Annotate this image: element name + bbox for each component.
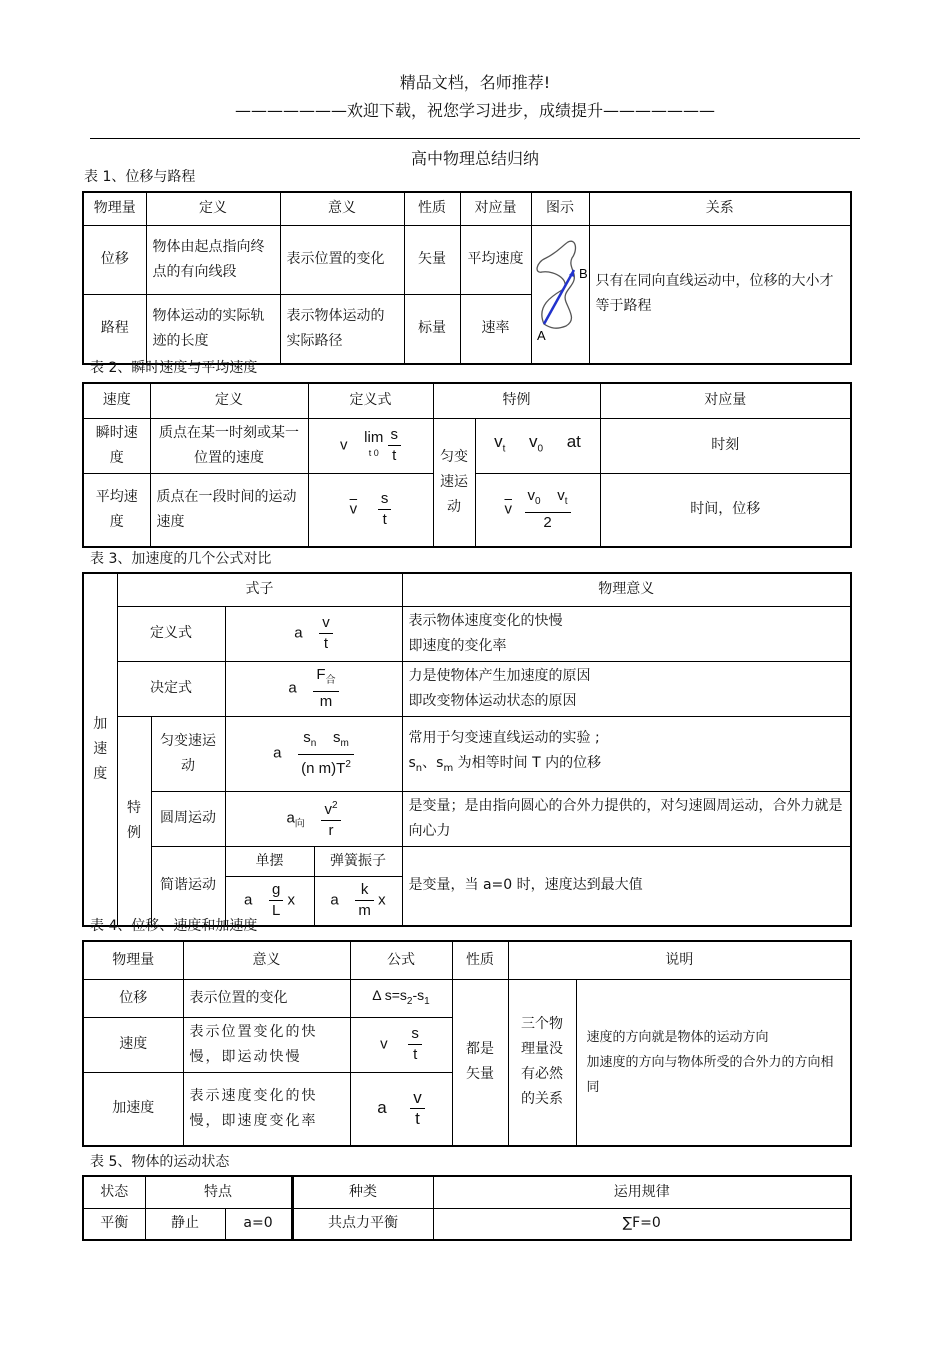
t1-cell: 表示物体运动的实际路径: [280, 294, 404, 363]
t1-header: 性质: [404, 192, 460, 225]
t3-cell: 单摆: [225, 846, 314, 876]
displacement-formula: Δ $s=s_2-s_1$: [350, 979, 452, 1017]
t4-cell: 加速度: [83, 1072, 183, 1146]
table5-caption: 表 5、物体的运动状态: [90, 1154, 230, 1170]
uniform-velocity-formula: $v_t$ $v_0$ at: [475, 418, 600, 473]
t2-header: 特例: [433, 383, 600, 418]
t3-header: 物理意义: [402, 573, 851, 606]
t4-header: 说明: [508, 941, 851, 979]
t2-header: 定义式: [308, 383, 433, 418]
t3-meaning: 常用于匀变速直线运动的实验 ; $s_n$、$s_m$ 为相等时间 T 内的位移: [402, 716, 851, 791]
header-divider: [90, 138, 860, 139]
acc-circular-formula: $a_向$ $\frac{v^2}{r}$: [225, 791, 402, 846]
t2-special-label: 匀变速运动: [433, 418, 475, 547]
t4-header: 公式: [350, 941, 452, 979]
t2-header: 速度: [83, 383, 150, 418]
t1-cell: 物体运动的实际轨迹的长度: [146, 294, 280, 363]
t4-cell: 速度: [83, 1017, 183, 1072]
acc-definition-formula: a $\frac{v}{t}$: [225, 606, 402, 661]
t2-cell: 质点在某一时刻或某一位置的速度: [150, 418, 308, 473]
t1-cell: 路程: [83, 294, 146, 363]
t4-cell: 表示位置变化的快慢，即运动快慢: [183, 1017, 350, 1072]
displacement-arrow: [544, 270, 574, 324]
header-line-2: ———————欢迎下载，祝您学习进步，成绩提升———————: [234, 101, 715, 120]
t4-header: 意义: [183, 941, 350, 979]
t1-cell: 位移: [83, 225, 146, 294]
t1-cell: 标量: [404, 294, 460, 363]
point-b-label: B: [578, 265, 588, 281]
acc-determination-formula: a $\frac{F_合}{m}$: [225, 661, 402, 716]
t3-cell: 匀变速运动: [151, 716, 225, 791]
t3-header: 式子: [117, 573, 402, 606]
page-title: 高中物理总结归纳: [410, 149, 539, 168]
header-line-1: 精品文档，名师推荐!: [399, 73, 551, 92]
t1-header: 关系: [589, 192, 851, 225]
table4-caption: 表 4、位移、速度和加速度: [90, 918, 258, 934]
t1-cell: 矢量: [404, 225, 460, 294]
t2-cell: 瞬时速度: [83, 418, 150, 473]
table3-caption: 表 3、加速度的几个公式对比: [90, 551, 272, 567]
t3-special-label: 特例: [117, 716, 151, 926]
point-a-label: A: [536, 327, 546, 343]
t3-cell: 简谐运动: [151, 846, 225, 926]
t5-header: 种类: [292, 1176, 433, 1208]
t1-relation: 只有在同向直线运动中，位移的大小才等于路程: [589, 225, 851, 364]
t1-figure-cell: [531, 225, 589, 364]
t4-cell: 表示速度变化的快慢，即速度变化率: [183, 1072, 350, 1146]
average-velocity-formula: $\overline{v}$ $\frac{s}{t}$: [308, 473, 433, 547]
t4-cell: 表示位置的变化: [183, 979, 350, 1017]
t5-cell: 静止: [145, 1208, 225, 1240]
acceleration-formula: a $\frac{v}{t}$: [350, 1072, 452, 1146]
t5-header: 特点: [145, 1176, 292, 1208]
t2-cell: 时刻: [600, 418, 851, 473]
trajectory-figure: [532, 226, 590, 354]
velocity-formula: v $\frac{s}{t}$: [350, 1017, 452, 1072]
t1-cell: 速率: [460, 294, 531, 363]
table-velocity: [82, 382, 852, 548]
t1-header: 定义: [146, 192, 280, 225]
table-kinematics: [82, 940, 852, 1147]
t1-header: 意义: [280, 192, 404, 225]
t3-meaning: 力是使物体产生加速度的原因 即改变物体运动状态的原因: [402, 661, 851, 716]
t4-header: 物理量: [83, 941, 183, 979]
table-acceleration: [82, 572, 852, 927]
t4-note-2: 速度的方向就是物体的运动方向 加速度的方向与物体所受的合外力的方向相同: [576, 979, 851, 1146]
t1-cell: 表示位置的变化: [280, 225, 404, 294]
instant-velocity-formula: v lim t 0 $\frac{s}{t}$: [308, 418, 433, 473]
t4-note-1: 三个物理量没有必然的关系: [508, 979, 576, 1146]
t1-cell: 物体由起点指向终点的有向线段: [146, 225, 280, 294]
table1-caption: 表 1、位移与路程: [84, 169, 196, 185]
t2-cell: 平均速度: [83, 473, 150, 547]
t1-cell: 平均速度: [460, 225, 531, 294]
t3-meaning: 是变量；是由指向圆心的合外力提供的，对匀速圆周运动，合外力就是向心力: [402, 791, 851, 846]
t5-cell: a=0: [225, 1208, 292, 1240]
t5-header: 运用规律: [433, 1176, 851, 1208]
t5-cell: 平衡: [83, 1208, 145, 1240]
t2-header: 定义: [150, 383, 308, 418]
t1-header: 图示: [531, 192, 589, 225]
t3-meaning: 是变量，当 a=0 时，速度达到最大值: [402, 846, 851, 926]
t3-cell: 弹簧振子: [314, 846, 402, 876]
table-displacement-distance: [82, 191, 852, 365]
t4-cell: 位移: [83, 979, 183, 1017]
t3-cell: 决定式: [117, 661, 225, 716]
pendulum-formula: a $\frac{g}{L}$ x: [225, 876, 314, 926]
t3-cell: 圆周运动: [151, 791, 225, 846]
t3-side-label: 加速度: [83, 573, 117, 926]
t5-cell: 共点力平衡: [292, 1208, 433, 1240]
t3-meaning: 表示物体速度变化的快慢 即速度的变化率: [402, 606, 851, 661]
t1-header: 物理量: [83, 192, 146, 225]
acc-uniform-formula: a $\frac{s_n s_m}{(n m)T^2}$: [225, 716, 402, 791]
t3-cell: 定义式: [117, 606, 225, 661]
table-motion-state: [82, 1175, 852, 1241]
t2-cell: 质点在一段时间的运动速度: [150, 473, 308, 547]
t5-header: 状态: [83, 1176, 145, 1208]
t4-nature: 都是矢量: [452, 979, 508, 1146]
t2-cell: 时间，位移: [600, 473, 851, 547]
trajectory-path: [537, 241, 575, 328]
average-uniform-formula: $\overline{v}$ $\frac{v_0 v_t}{2}$: [475, 473, 600, 547]
t1-header: 对应量: [460, 192, 531, 225]
t2-header: 对应量: [600, 383, 851, 418]
t5-cell: ∑F=0: [433, 1208, 851, 1240]
table2-caption: 表 2、瞬时速度与平均速度: [90, 360, 258, 376]
t4-header: 性质: [452, 941, 508, 979]
spring-formula: a $\frac{k}{m}$ x: [314, 876, 402, 926]
